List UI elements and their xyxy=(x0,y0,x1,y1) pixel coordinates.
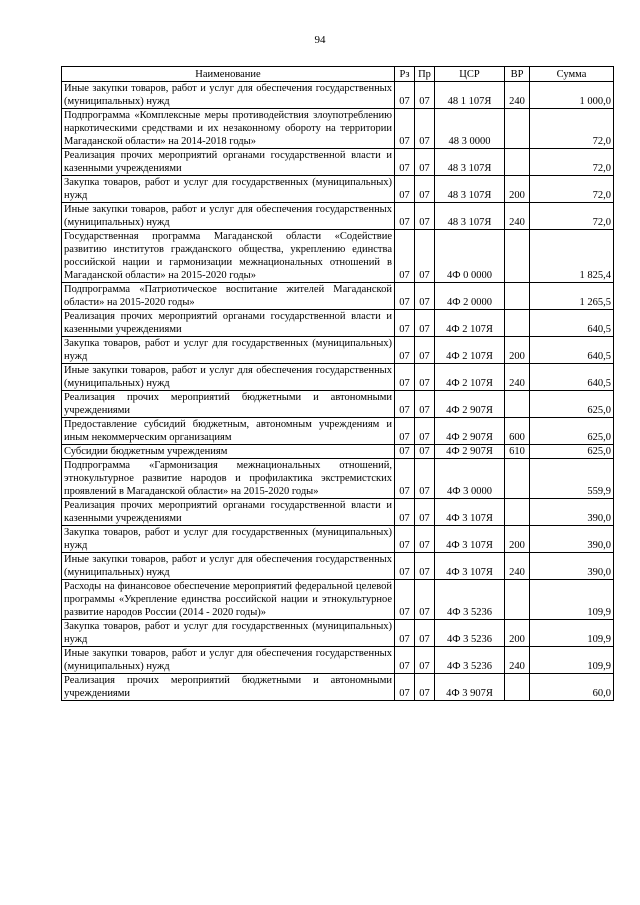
row-amount-cell: 640,5 xyxy=(530,310,614,337)
header-section: Рз xyxy=(395,67,415,82)
table-row xyxy=(62,109,614,149)
row-target-article-cell: 4Ф 0 0000 xyxy=(435,230,505,283)
row-amount-cell: 72,0 xyxy=(530,203,614,230)
row-subsection-cell: 07 xyxy=(415,459,435,499)
row-section-cell: 07 xyxy=(395,310,415,337)
row-expense-type-cell xyxy=(505,674,530,701)
row-subsection-cell: 07 xyxy=(415,364,435,391)
row-amount-cell: 640,5 xyxy=(530,364,614,391)
row-amount-cell: 625,0 xyxy=(530,418,614,445)
row-section-cell: 07 xyxy=(395,364,415,391)
table-row xyxy=(62,364,614,391)
row-expense-type-cell xyxy=(505,499,530,526)
table-row xyxy=(62,176,614,203)
row-target-article-cell: 4Ф 2 107Я xyxy=(435,310,505,337)
row-target-article-cell: 48 3 107Я xyxy=(435,203,505,230)
row-amount-cell: 72,0 xyxy=(530,149,614,176)
row-section-cell: 07 xyxy=(395,230,415,283)
row-target-article-cell: 4Ф 2 107Я xyxy=(435,337,505,364)
table-row xyxy=(62,82,614,109)
row-target-article-cell: 48 3 107Я xyxy=(435,149,505,176)
row-section-cell: 07 xyxy=(395,553,415,580)
row-subsection-cell: 07 xyxy=(415,82,435,109)
row-expense-type-cell: 200 xyxy=(505,176,530,203)
row-target-article-cell: 4Ф 2 0000 xyxy=(435,283,505,310)
row-target-article-cell: 4Ф 3 5236 xyxy=(435,647,505,674)
row-name-cell: Закупка товаров, работ и услуг для государственных (муниципальных) нужд xyxy=(62,620,395,647)
row-section-cell: 07 xyxy=(395,580,415,620)
row-amount-cell: 1 000,0 xyxy=(530,82,614,109)
row-amount-cell: 390,0 xyxy=(530,499,614,526)
table-row xyxy=(62,149,614,176)
row-section-cell: 07 xyxy=(395,445,415,459)
row-subsection-cell: 07 xyxy=(415,203,435,230)
row-expense-type-cell xyxy=(505,459,530,499)
row-name-cell: Подпрограмма «Патриотическое воспитание жителей Магаданской области» на 2015-2020 годы» xyxy=(62,283,395,310)
row-name-cell: Реализация прочих мероприятий бюджетными и автономными учреждениями xyxy=(62,391,395,418)
row-name-cell: Иные закупки товаров, работ и услуг для обеспечения государственных (муниципальных) нужд xyxy=(62,647,395,674)
row-amount-cell: 559,9 xyxy=(530,459,614,499)
row-subsection-cell: 07 xyxy=(415,647,435,674)
page-number: 94 xyxy=(314,34,326,46)
row-amount-cell: 1 265,5 xyxy=(530,283,614,310)
row-name-cell: Субсидии бюджетным учреждениям xyxy=(62,445,395,459)
table-row xyxy=(62,647,614,674)
row-expense-type-cell: 240 xyxy=(505,553,530,580)
table-header-row xyxy=(62,67,614,82)
header-expense-type: ВР xyxy=(505,67,530,82)
row-subsection-cell: 07 xyxy=(415,526,435,553)
row-name-cell: Реализация прочих мероприятий бюджетными и автономными учреждениями xyxy=(62,674,395,701)
row-expense-type-cell: 200 xyxy=(505,526,530,553)
row-amount-cell: 640,5 xyxy=(530,337,614,364)
table-row xyxy=(62,445,614,459)
row-section-cell: 07 xyxy=(395,176,415,203)
row-expense-type-cell xyxy=(505,580,530,620)
budget-table xyxy=(61,66,614,701)
row-section-cell: 07 xyxy=(395,620,415,647)
row-section-cell: 07 xyxy=(395,391,415,418)
row-expense-type-cell xyxy=(505,391,530,418)
table-row xyxy=(62,526,614,553)
row-name-cell: Расходы на финансовое обеспечение мероприятий федеральной целевой программы «Укрепление единства российской нации и этнокультурное развитие народов России (2014 - 2020 годы)» xyxy=(62,580,395,620)
row-name-cell: Государственная программа Магаданской области «Содействие развитию институтов гражданского общества, укреплению единства российской нации и гармонизации межнациональных отношений в Магаданской области» на 2015-2020 годы» xyxy=(62,230,395,283)
row-section-cell: 07 xyxy=(395,109,415,149)
row-expense-type-cell: 240 xyxy=(505,647,530,674)
table-row xyxy=(62,499,614,526)
row-section-cell: 07 xyxy=(395,283,415,310)
row-amount-cell: 72,0 xyxy=(530,176,614,203)
row-target-article-cell: 4Ф 2 907Я xyxy=(435,391,505,418)
table-row xyxy=(62,580,614,620)
row-section-cell: 07 xyxy=(395,82,415,109)
row-expense-type-cell xyxy=(505,230,530,283)
row-name-cell: Иные закупки товаров, работ и услуг для обеспечения государственных (муниципальных) нужд xyxy=(62,364,395,391)
row-subsection-cell: 07 xyxy=(415,337,435,364)
row-name-cell: Закупка товаров, работ и услуг для государственных (муниципальных) нужд xyxy=(62,526,395,553)
row-expense-type-cell xyxy=(505,109,530,149)
row-amount-cell: 390,0 xyxy=(530,526,614,553)
row-amount-cell: 109,9 xyxy=(530,620,614,647)
table-row xyxy=(62,418,614,445)
row-section-cell: 07 xyxy=(395,203,415,230)
row-name-cell: Иные закупки товаров, работ и услуг для обеспечения государственных (муниципальных) нужд xyxy=(62,553,395,580)
row-section-cell: 07 xyxy=(395,674,415,701)
header-subsection: Пр xyxy=(415,67,435,82)
row-expense-type-cell xyxy=(505,283,530,310)
row-name-cell: Иные закупки товаров, работ и услуг для обеспечения государственных (муниципальных) нужд xyxy=(62,82,395,109)
row-target-article-cell: 4Ф 3 0000 xyxy=(435,459,505,499)
row-name-cell: Подпрограмма «Гармонизация межнациональных отношений, этнокультурное развитие народов и профилактика экстремистских проявлений в Магаданской области» на 2015-2020 годы» xyxy=(62,459,395,499)
row-expense-type-cell xyxy=(505,149,530,176)
row-name-cell: Предоставление субсидий бюджетным, автономным учреждениям и иным некоммерческим организациям xyxy=(62,418,395,445)
row-expense-type-cell: 240 xyxy=(505,364,530,391)
row-section-cell: 07 xyxy=(395,647,415,674)
row-section-cell: 07 xyxy=(395,526,415,553)
row-expense-type-cell: 200 xyxy=(505,620,530,647)
row-subsection-cell: 07 xyxy=(415,674,435,701)
row-amount-cell: 625,0 xyxy=(530,445,614,459)
table-row xyxy=(62,310,614,337)
row-section-cell: 07 xyxy=(395,149,415,176)
row-subsection-cell: 07 xyxy=(415,230,435,283)
table-row xyxy=(62,391,614,418)
row-subsection-cell: 07 xyxy=(415,310,435,337)
row-expense-type-cell: 240 xyxy=(505,82,530,109)
header-target-article: ЦСР xyxy=(435,67,505,82)
row-subsection-cell: 07 xyxy=(415,580,435,620)
row-amount-cell: 1 825,4 xyxy=(530,230,614,283)
row-amount-cell: 625,0 xyxy=(530,391,614,418)
row-name-cell: Закупка товаров, работ и услуг для государственных (муниципальных) нужд xyxy=(62,337,395,364)
row-target-article-cell: 48 3 107Я xyxy=(435,176,505,203)
row-target-article-cell: 4Ф 3 107Я xyxy=(435,499,505,526)
row-amount-cell: 109,9 xyxy=(530,647,614,674)
table-row xyxy=(62,674,614,701)
header-amount: Сумма xyxy=(530,67,614,82)
row-name-cell: Реализация прочих мероприятий органами государственной власти и казенными учреждениями xyxy=(62,310,395,337)
row-section-cell: 07 xyxy=(395,337,415,364)
row-target-article-cell: 48 1 107Я xyxy=(435,82,505,109)
row-subsection-cell: 07 xyxy=(415,283,435,310)
row-expense-type-cell: 600 xyxy=(505,418,530,445)
row-amount-cell: 60,0 xyxy=(530,674,614,701)
table-row xyxy=(62,620,614,647)
row-target-article-cell: 4Ф 3 907Я xyxy=(435,674,505,701)
table-row xyxy=(62,230,614,283)
row-subsection-cell: 07 xyxy=(415,391,435,418)
row-target-article-cell: 4Ф 2 907Я xyxy=(435,445,505,459)
row-subsection-cell: 07 xyxy=(415,149,435,176)
row-target-article-cell: 4Ф 3 107Я xyxy=(435,526,505,553)
table-row xyxy=(62,203,614,230)
row-section-cell: 07 xyxy=(395,418,415,445)
table-row xyxy=(62,459,614,499)
row-section-cell: 07 xyxy=(395,499,415,526)
row-name-cell: Закупка товаров, работ и услуг для государственных (муниципальных) нужд xyxy=(62,176,395,203)
row-subsection-cell: 07 xyxy=(415,445,435,459)
row-subsection-cell: 07 xyxy=(415,620,435,647)
row-amount-cell: 390,0 xyxy=(530,553,614,580)
row-expense-type-cell: 240 xyxy=(505,203,530,230)
row-target-article-cell: 4Ф 2 107Я xyxy=(435,364,505,391)
row-section-cell: 07 xyxy=(395,459,415,499)
header-name: Наименование xyxy=(62,67,395,82)
row-subsection-cell: 07 xyxy=(415,499,435,526)
row-target-article-cell: 4Ф 3 5236 xyxy=(435,620,505,647)
row-name-cell: Подпрограмма «Комплексные меры противодействия злоупотреблению наркотическими средствами и их незаконному обороту на территории Магаданской области» на 2014-2018 годы» xyxy=(62,109,395,149)
row-subsection-cell: 07 xyxy=(415,109,435,149)
table-row xyxy=(62,283,614,310)
row-expense-type-cell: 610 xyxy=(505,445,530,459)
row-expense-type-cell: 200 xyxy=(505,337,530,364)
row-target-article-cell: 48 3 0000 xyxy=(435,109,505,149)
table-row xyxy=(62,553,614,580)
row-target-article-cell: 4Ф 3 5236 xyxy=(435,580,505,620)
table-row xyxy=(62,337,614,364)
row-name-cell: Иные закупки товаров, работ и услуг для обеспечения государственных (муниципальных) нужд xyxy=(62,203,395,230)
row-target-article-cell: 4Ф 3 107Я xyxy=(435,553,505,580)
row-subsection-cell: 07 xyxy=(415,176,435,203)
row-subsection-cell: 07 xyxy=(415,418,435,445)
row-subsection-cell: 07 xyxy=(415,553,435,580)
row-amount-cell: 109,9 xyxy=(530,580,614,620)
row-target-article-cell: 4Ф 2 907Я xyxy=(435,418,505,445)
row-expense-type-cell xyxy=(505,310,530,337)
row-name-cell: Реализация прочих мероприятий органами государственной власти и казенными учреждениями xyxy=(62,499,395,526)
row-name-cell: Реализация прочих мероприятий органами государственной власти и казенными учреждениями xyxy=(62,149,395,176)
row-amount-cell: 72,0 xyxy=(530,109,614,149)
